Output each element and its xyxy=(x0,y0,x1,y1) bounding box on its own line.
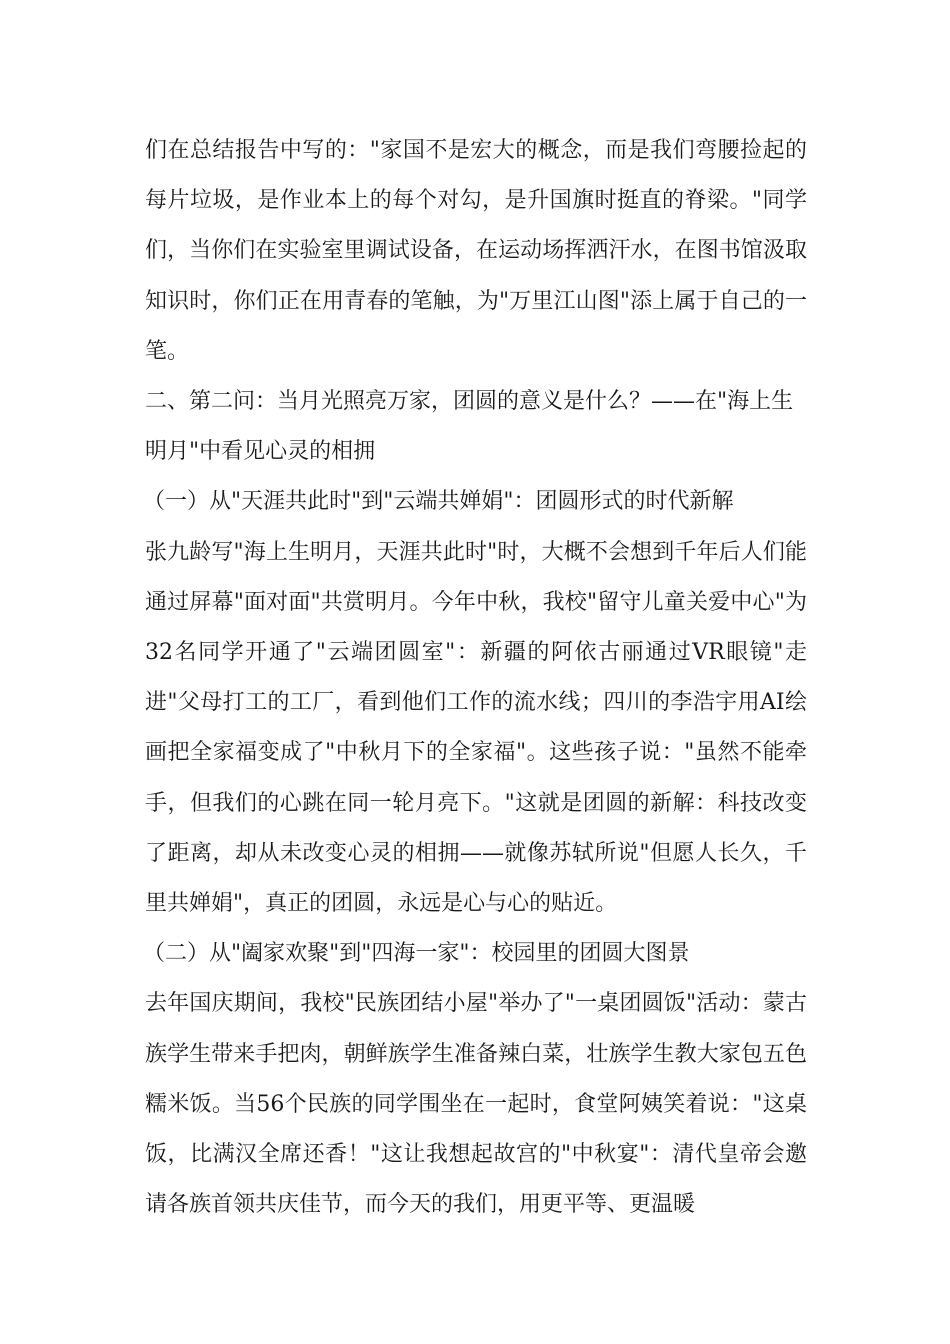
subsection-heading-1: （一）从"天涯共此时"到"云端共婵娟"：团圆形式的时代新解 xyxy=(143,489,734,515)
document-body xyxy=(145,126,807,1230)
section-heading-2: 二、第二问：当月光照亮万家，团圆的意义是什么？——在"海上生明月"中看见心灵的相拥 xyxy=(145,389,794,465)
subsection-heading-2: （二）从"阖家欢聚"到"四海一家"：校园里的团圆大图景 xyxy=(143,941,690,967)
paragraph-ethnic-dinner: 去年国庆期间，我校"民族团结小屋"举办了"一桌团圆饭"活动：蒙古族学生带来手把肉，朝鲜族学生准备辣白菜，壮族学生教大家包五色糯米饭。当56个民族的同学围坐在一起时，食堂阿姨笑着说："这桌饭，比满汉全席还香！"这让我想起故宫的"中秋宴"：清代皇帝会邀请各族首领共庆佳节，而今天的我们，用更平等、更温暖 xyxy=(145,991,807,1218)
paragraph-summary-quote: 们在总结报告中写的："家国不是宏大的概念，而是我们弯腰捡起的每片垃圾，是作业本上的每个对勾，是升国旗时挺直的脊梁。"同学们，当你们在实验室里调试设备，在运动场挥洒汗水，在图书馆汲取知识时，你们正在用青春的笔触，为"万里江山图"添上属于自己的一笔。 xyxy=(145,138,807,364)
paragraph-cloud-reunion: 张九龄写"海上生明月，天涯共此时"时，大概不会想到千年后人们能通过屏幕"面对面"共赏明月。今年中秋，我校"留守儿童关爱中心"为32名同学开通了"云端团圆室"：新疆的阿依古丽通过VR眼镜"走进"父母打工的工厂，看到他们工作的流水线；四川的李浩宇用AI绘画把全家福变成了"中秋月下的全家福"。这些孩子说："虽然不能牵手，但我们的心跳在同一轮月亮下。"这就是团圆的新解：科技改变了距离，却从未改变心灵的相拥——就像苏轼所说"但愿人长久，千里共婵娟"，真正的团圆，永远是心与心的贴近。 xyxy=(145,539,807,917)
